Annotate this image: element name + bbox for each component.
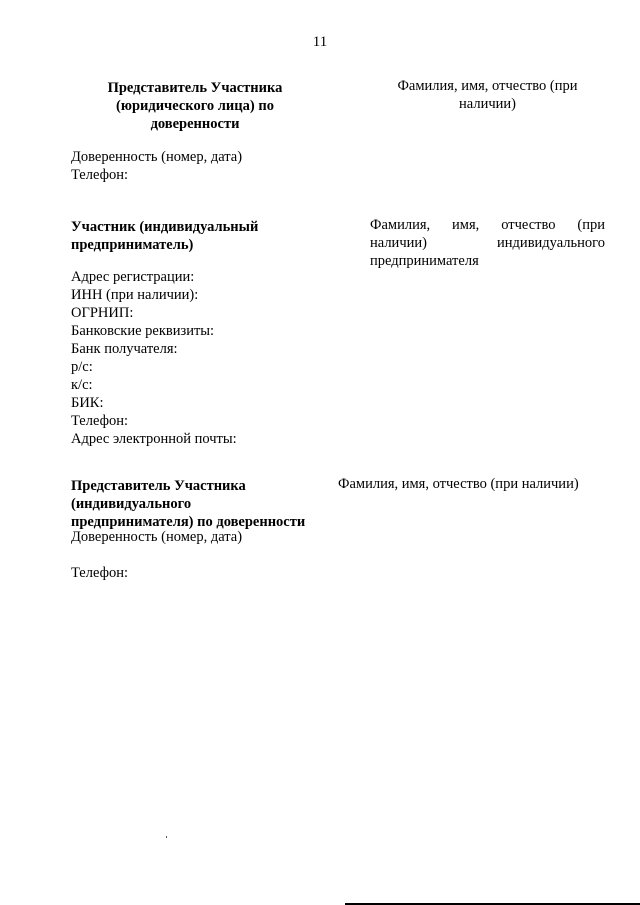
ip-name-line-1	[370, 216, 605, 234]
legal-rep-heading	[85, 79, 305, 133]
ip-name-word: (при	[577, 217, 605, 233]
legal-rep-name-line: наличии)	[459, 96, 516, 112]
ip-name-line-2	[370, 234, 605, 252]
legal-rep-fields	[71, 148, 371, 184]
ip-name-word: индивидуального	[497, 235, 605, 251]
email-field: Адрес электронной почты:	[71, 431, 237, 447]
legal-rep-heading-line: Представитель Участника	[107, 80, 283, 96]
ip-rep-name-placeholder: Фамилия, имя, отчество (при наличии)	[338, 476, 579, 492]
phone-field: Телефон:	[71, 167, 129, 183]
ip-name-word: отчество	[501, 217, 556, 233]
recipient-bank-field: Банк получателя:	[71, 341, 178, 357]
correspondent-account-field: к/с:	[71, 377, 93, 393]
ip-heading	[71, 218, 331, 254]
registration-address-field: Адрес регистрации:	[71, 269, 195, 285]
legal-rep-heading-line: (юридического лица) по	[116, 98, 274, 114]
ip-fields	[71, 268, 371, 448]
ip-name-word: Фамилия,	[370, 217, 431, 233]
power-of-attorney-field: Доверенность (номер, дата)	[71, 149, 243, 165]
ip-name-word: наличии)	[370, 235, 427, 251]
ip-heading-line: Участник (индивидуальный	[71, 219, 259, 235]
inn-field: ИНН (при наличии):	[71, 287, 199, 303]
ip-name-word: имя,	[452, 217, 480, 233]
page-number: 11	[312, 34, 328, 50]
bik-field: БИК:	[71, 395, 104, 411]
ip-rep-heading	[71, 477, 341, 531]
ip-name-line-3: предпринимателя	[370, 253, 479, 269]
settlement-account-field: р/с:	[71, 359, 93, 375]
ip-heading-line: предприниматель)	[71, 237, 194, 253]
scan-dot	[166, 836, 167, 838]
ogrnip-field: ОГРНИП:	[71, 305, 134, 321]
legal-rep-name-placeholder	[370, 77, 605, 113]
bank-details-field: Банковские реквизиты:	[71, 323, 215, 339]
ip-rep-power-of-attorney-field: Доверенность (номер, дата)	[71, 529, 243, 545]
ip-name-placeholder	[370, 216, 605, 270]
ip-rep-phone-field: Телефон:	[71, 565, 129, 581]
ip-rep-heading-line: (индивидуального	[71, 496, 192, 512]
ip-rep-heading-line: Представитель Участника	[71, 478, 246, 494]
legal-rep-name-line: Фамилия, имя, отчество (при	[397, 78, 578, 94]
legal-rep-heading-line: доверенности	[150, 116, 240, 132]
phone-field: Телефон:	[71, 413, 129, 429]
ip-rep-heading-line: предпринимателя) по доверенности	[71, 514, 306, 530]
